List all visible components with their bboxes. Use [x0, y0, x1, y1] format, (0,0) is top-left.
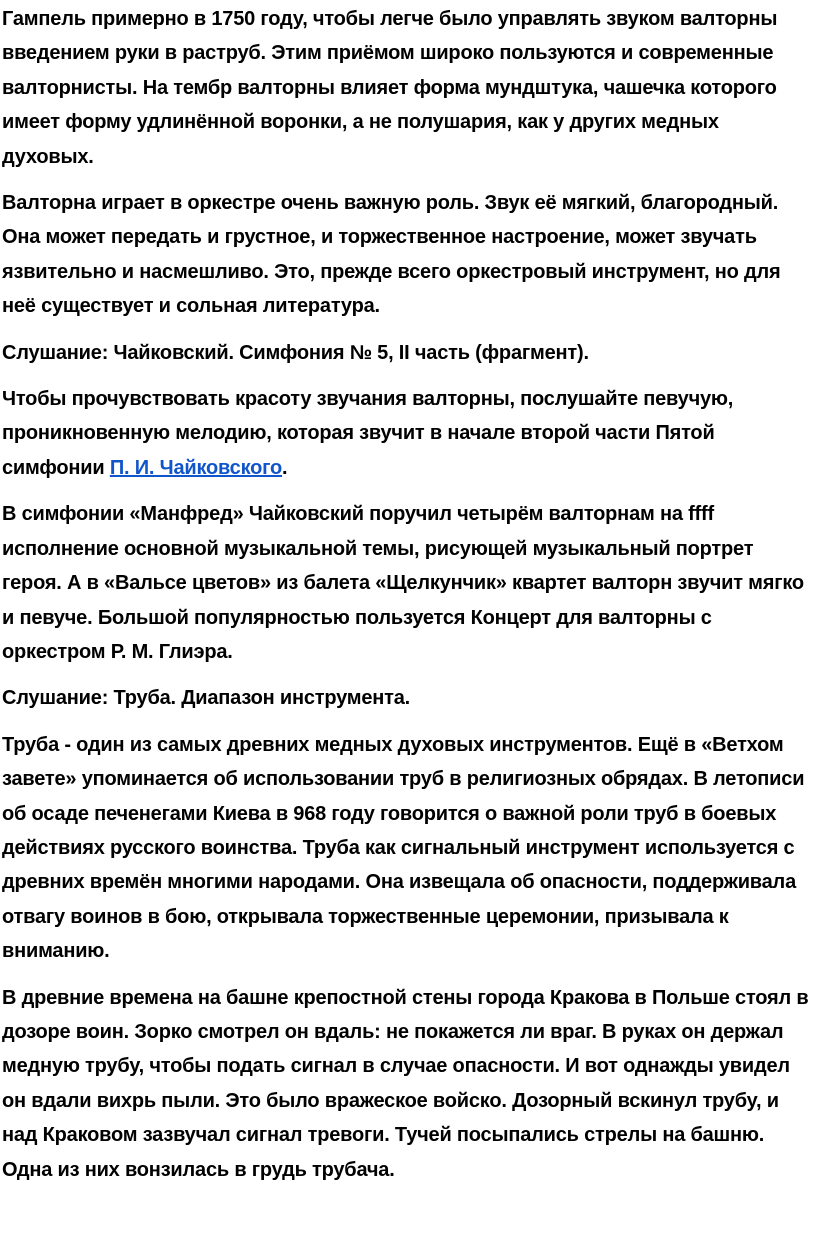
- paragraph-manfred: В симфонии «Манфред» Чайковский поручил четырём валторнам на ffff исполнение основной музыкальной темы, рисующей музыкальный портрет героя. А в «Вальсе цветов» из балета «Щелкунчик» квартет валторн звучит мягко и певуче. Большой популярностью пользуется Концерт для валторны с оркестром Р. М. Глиэра.: [2, 503, 804, 663]
- paragraph-horn-role: Валторна играет в оркестре очень важную роль. Звук её мягкий, благородный. Она может передать и грустное, и торжественное настроение, может звучать язвительно и насмешливо. Это, прежде всего оркестровый инструмент, но для неё существует и сольная литература.: [2, 192, 781, 318]
- paragraph-fifth-symphony: [2, 382, 810, 485]
- paragraph-fifth-symphony-text: Чтобы прочувствовать красоту звучания валторны, послушайте певучую, проникновенную мелодию, которая звучит в начале второй части Пятой симфонии: [2, 388, 734, 479]
- paragraph-fifth-symphony-end: .: [282, 456, 288, 479]
- listening-heading-trumpet: Слушание: Труба. Диапазон инструмента.: [2, 687, 411, 710]
- paragraph-trumpet-history: Труба - один из самых древних медных духовых инструментов. Ещё в «Ветхом завете» упоминается об использовании труб в религиозных обрядах. В летописи об осаде печенегами Киева в 968 году говорится о важной роли труб в боевых действиях русского воинства. Труба как сигнальный инструмент используется с древних времён многими народами. Она извещала об опасности, поддерживала отвагу воинов в бою, открывала торжественные церемонии, призывала к вниманию.: [2, 733, 805, 963]
- tchaikovsky-link[interactable]: П. И. Чайковского: [109, 456, 283, 479]
- paragraph-krakow-legend: В древние времена на башне крепостной стены города Кракова в Польше стоял в дозоре воин. Зорко смотрел он вдаль: не покажется ли враг. В руках он держал медную трубу, чтобы подать сигнал в случае опасности. И вот однажды увидел он вдали вихрь пыли. Это было вражеское войско. Дозорный вскинул трубу, и над Краковом зазвучал сигнал тревоги. Тучей посыпались стрелы на башню. Одна из них вонзилась в грудь трубача.: [2, 986, 809, 1181]
- paragraph-horn-hand-technique: Гампель примерно в 1750 году, чтобы легче было управлять звуком валторны введением руки в раструб. Этим приёмом широко пользуются и современные валторнисты. На тембр валторны влияет форма мундштука, чашечка которого имеет форму удлинённой воронки, а не полушария, как у других медных духовых.: [2, 8, 778, 168]
- listening-heading-tchaikovsky: Слушание: Чайковский. Симфония № 5, II часть (фрагмент).: [2, 341, 589, 364]
